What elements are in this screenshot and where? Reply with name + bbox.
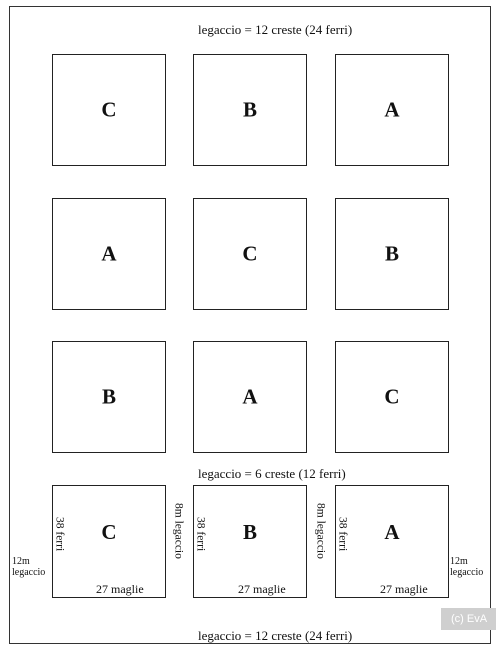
square-r1-c1 <box>52 54 166 166</box>
square-r2-c2 <box>193 198 307 310</box>
watermark: (c) EvA <box>441 608 496 630</box>
square-r2-c1 <box>52 198 166 310</box>
square-letter: B <box>242 520 257 544</box>
square-letter: B <box>384 241 399 266</box>
square-r1-c3 <box>335 54 449 166</box>
square-letter: A <box>384 520 400 544</box>
square-r3-c2 <box>193 341 307 453</box>
gap-label-legaccio: 8m legaccio <box>172 503 185 559</box>
side-label-ferri: 38 ferri <box>336 517 349 552</box>
square-r3-c3 <box>335 341 449 453</box>
caption-bottom: legaccio = 12 creste (24 ferri) <box>198 628 353 643</box>
square-letter: B <box>242 97 257 122</box>
edge-label-line2: legaccio <box>450 567 484 578</box>
square-letter: C <box>101 520 117 544</box>
edge-label-left <box>12 556 45 578</box>
bottom-label-maglie: 27 maglie <box>96 582 144 596</box>
edge-label-line1: 12m <box>12 556 30 567</box>
square-letter: B <box>101 384 116 409</box>
side-label-ferri: 38 ferri <box>53 517 66 552</box>
bottom-label-maglie: 27 maglie <box>238 582 286 596</box>
caption-top: legaccio = 12 creste (24 ferri) <box>198 22 353 37</box>
caption-middle: legaccio = 6 creste (12 ferri) <box>198 466 346 481</box>
square-letter: A <box>242 384 258 409</box>
bottom-label-maglie: 27 maglie <box>380 582 428 596</box>
side-label-ferri: 38 ferri <box>194 517 207 552</box>
gap-label-legaccio: 8m legaccio <box>314 503 327 559</box>
square-letter: A <box>101 241 117 266</box>
square-r1-c2 <box>193 54 307 166</box>
square-letter: A <box>384 97 400 122</box>
edge-label-right <box>450 556 483 578</box>
square-letter: C <box>242 241 258 266</box>
square-letter: C <box>384 384 400 409</box>
square-letter: C <box>101 97 117 122</box>
edge-label-line2: legaccio <box>12 567 46 578</box>
square-r3-c1 <box>52 341 166 453</box>
edge-label-line1: 12m <box>450 556 468 567</box>
square-r2-c3 <box>335 198 449 310</box>
